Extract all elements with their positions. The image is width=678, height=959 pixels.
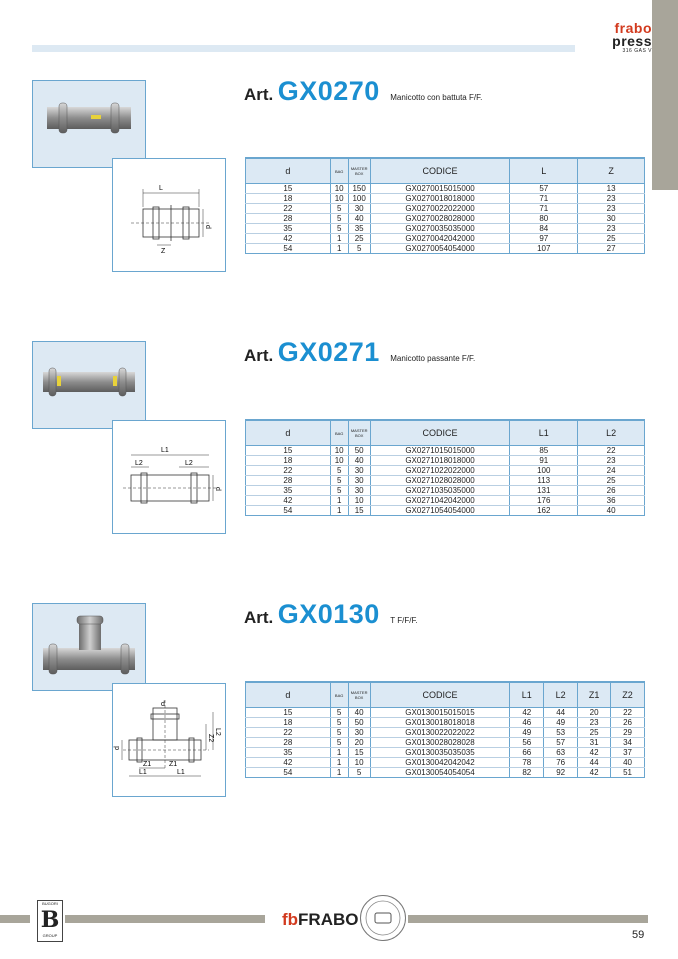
coupling-photo-icon — [33, 81, 145, 167]
article-title-gx0130 — [244, 599, 418, 630]
table-cell: GX0271042042000 — [370, 496, 510, 506]
table-cell: GX0271054054000 — [370, 506, 510, 516]
article-title-gx0270 — [244, 76, 482, 107]
table-cell: 28 — [246, 476, 331, 486]
table-cell: 28 — [246, 214, 331, 224]
table-cell: 18 — [246, 456, 331, 466]
table-cell: 1 — [330, 506, 348, 516]
table-cell: 63 — [544, 748, 578, 758]
table-cell: 35 — [246, 224, 331, 234]
table-row — [246, 194, 645, 204]
table-cell: GX0270022022000 — [370, 204, 510, 214]
table-cell: 71 — [510, 194, 578, 204]
table-header-row — [246, 682, 645, 708]
table-cell: 66 — [510, 748, 544, 758]
table-cell: 20 — [578, 708, 611, 718]
table-cell: GX0270054054000 — [370, 244, 510, 254]
table-cell: 78 — [510, 758, 544, 768]
table-cell: 54 — [246, 244, 331, 254]
article-code: GX0130 — [277, 599, 380, 629]
coupling-drawing-icon — [113, 159, 225, 271]
table-cell: 5 — [330, 214, 348, 224]
column-header: d — [246, 420, 331, 446]
table-cell: 22 — [578, 446, 645, 456]
column-header: L — [510, 158, 578, 184]
table-row — [246, 748, 645, 758]
article-description: Manicotto con battuta F/F. — [390, 93, 483, 102]
dim-label-l2: L2 — [214, 728, 221, 736]
dim-label-z: Z — [161, 248, 166, 255]
table-cell: 25 — [578, 234, 645, 244]
table-cell: 56 — [510, 738, 544, 748]
spec-table-gx0271 — [245, 419, 645, 516]
table-cell: 49 — [544, 718, 578, 728]
dim-label-l1-right: L1 — [177, 769, 185, 776]
table-row — [246, 718, 645, 728]
article-prefix: Art. — [244, 346, 274, 365]
table-cell: 13 — [578, 184, 645, 194]
table-cell: 80 — [510, 214, 578, 224]
table-cell: 25 — [348, 234, 370, 244]
table-cell: 54 — [246, 506, 331, 516]
table-cell: 5 — [330, 718, 348, 728]
table-cell: 92 — [544, 768, 578, 778]
table-cell: 5 — [330, 224, 348, 234]
article-code: GX0271 — [277, 337, 380, 367]
technical-drawing-gx0270 — [112, 158, 226, 272]
table-cell: 22 — [611, 708, 645, 718]
table-cell: 22 — [246, 728, 331, 738]
side-tab — [652, 0, 678, 190]
table-cell: 42 — [510, 708, 544, 718]
table-cell: GX0271018018000 — [370, 456, 510, 466]
column-header: L2 — [544, 682, 578, 708]
product-photo-gx0130 — [32, 603, 146, 691]
dim-label-d-top: d — [161, 701, 165, 708]
table-cell: 1 — [330, 234, 348, 244]
table-cell: 42 — [578, 768, 611, 778]
column-header: MASTER BOX — [348, 420, 370, 446]
table-cell: 10 — [330, 194, 348, 204]
column-header: L1 — [510, 420, 578, 446]
table-cell: 5 — [330, 708, 348, 718]
table-cell: 113 — [510, 476, 578, 486]
table-row — [246, 728, 645, 738]
table-cell: 42 — [246, 758, 331, 768]
table-cell: 10 — [330, 456, 348, 466]
technical-drawing-gx0130 — [112, 683, 226, 797]
table-cell: 57 — [510, 184, 578, 194]
table-row — [246, 244, 645, 254]
table-cell: GX0270018018000 — [370, 194, 510, 204]
sleeve-drawing-icon — [113, 421, 225, 533]
table-cell: 44 — [544, 708, 578, 718]
technical-drawing-gx0271 — [112, 420, 226, 534]
table-row — [246, 184, 645, 194]
table-cell: 31 — [578, 738, 611, 748]
table-row — [246, 506, 645, 516]
brand-line-3: 316 GAS V — [622, 48, 652, 54]
table-row — [246, 214, 645, 224]
certification-seal-icon — [360, 895, 406, 941]
table-cell: 42 — [578, 748, 611, 758]
dim-label-l2-left: L2 — [135, 460, 143, 467]
table-cell: GX0271028028000 — [370, 476, 510, 486]
table-body — [246, 446, 645, 516]
table-cell: 91 — [510, 456, 578, 466]
table-cell: GX0130015015015 — [370, 708, 510, 718]
bgroup-letter: B — [40, 907, 60, 933]
article-code: GX0270 — [277, 76, 380, 106]
table-cell: 100 — [510, 466, 578, 476]
table-cell: 23 — [578, 194, 645, 204]
header-bar — [32, 45, 575, 52]
brand-line-2: press — [612, 33, 652, 49]
table-cell: 53 — [544, 728, 578, 738]
table-cell: 40 — [348, 708, 370, 718]
brand-line-1: frabo — [614, 20, 652, 36]
table-cell: GX0271022022000 — [370, 466, 510, 476]
table-row — [246, 738, 645, 748]
table-cell: 10 — [330, 446, 348, 456]
table-cell: 15 — [246, 708, 331, 718]
table-cell: 162 — [510, 506, 578, 516]
table-cell: 1 — [330, 244, 348, 254]
table-cell: 30 — [578, 214, 645, 224]
column-header: Z — [578, 158, 645, 184]
table-cell: 23 — [578, 456, 645, 466]
table-cell: 1 — [330, 758, 348, 768]
spec-table-gx0270 — [245, 157, 645, 254]
dim-label-d: d — [214, 487, 221, 491]
dim-label-z1-right: Z1 — [169, 761, 178, 768]
table-cell: GX0130042042042 — [370, 758, 510, 768]
table-cell: 51 — [611, 768, 645, 778]
article-title-gx0271 — [244, 337, 475, 368]
table-body — [246, 184, 645, 254]
product-photo-gx0271 — [32, 341, 146, 429]
table-cell: GX0130022022022 — [370, 728, 510, 738]
dim-label-z2: Z2 — [207, 734, 214, 743]
table-cell: GX0130054054054 — [370, 768, 510, 778]
table-cell: 50 — [348, 718, 370, 728]
table-cell: GX0130035035035 — [370, 748, 510, 758]
table-cell: 28 — [246, 738, 331, 748]
table-cell: 84 — [510, 224, 578, 234]
table-cell: 24 — [578, 466, 645, 476]
table-cell: GX0270035035000 — [370, 224, 510, 234]
dim-label-l2-right: L2 — [185, 460, 193, 467]
table-cell: 40 — [611, 758, 645, 768]
frabo-text: FRABO — [298, 910, 359, 929]
table-cell: 1 — [330, 748, 348, 758]
table-cell: 176 — [510, 496, 578, 506]
table-cell: 35 — [348, 224, 370, 234]
table-cell: GX0271035035000 — [370, 486, 510, 496]
table-header-row — [246, 158, 645, 184]
column-header: Z1 — [578, 682, 611, 708]
column-header: L1 — [510, 682, 544, 708]
table-cell: 76 — [544, 758, 578, 768]
table-cell: 40 — [348, 214, 370, 224]
table-row — [246, 708, 645, 718]
table-row — [246, 768, 645, 778]
dim-label-l1: L1 — [161, 447, 169, 454]
table-cell: 27 — [578, 244, 645, 254]
table-cell: 5 — [348, 244, 370, 254]
table-cell: GX0271015015000 — [370, 446, 510, 456]
table-cell: 57 — [544, 738, 578, 748]
table-cell: GX0270028028000 — [370, 214, 510, 224]
table-cell: 44 — [578, 758, 611, 768]
article-prefix: Art. — [244, 85, 274, 104]
table-cell: 5 — [348, 768, 370, 778]
table-cell: 34 — [611, 738, 645, 748]
bugori-group-logo — [37, 900, 63, 942]
table-cell: 26 — [611, 718, 645, 728]
table-cell: 5 — [330, 728, 348, 738]
column-header: CODICE — [370, 158, 510, 184]
table-cell: 15 — [348, 506, 370, 516]
table-cell: 25 — [578, 728, 611, 738]
table-cell: 5 — [330, 204, 348, 214]
table-row — [246, 446, 645, 456]
table-cell: GX0270015015000 — [370, 184, 510, 194]
table-cell: 23 — [578, 224, 645, 234]
table-cell: 50 — [348, 446, 370, 456]
table-cell: 35 — [246, 748, 331, 758]
table-cell: 30 — [348, 486, 370, 496]
table-cell: 18 — [246, 194, 331, 204]
table-cell: 23 — [578, 718, 611, 728]
table-cell: 82 — [510, 768, 544, 778]
article-prefix: Art. — [244, 608, 274, 627]
bgroup-bottom-text: GROUP — [42, 933, 58, 938]
table-cell: 18 — [246, 718, 331, 728]
table-row — [246, 758, 645, 768]
table-cell: 30 — [348, 728, 370, 738]
table-cell: 35 — [246, 486, 331, 496]
table-cell: 37 — [611, 748, 645, 758]
table-cell: 131 — [510, 486, 578, 496]
table-cell: 10 — [348, 496, 370, 506]
table-cell: 15 — [246, 184, 331, 194]
table-cell: 29 — [611, 728, 645, 738]
table-row — [246, 204, 645, 214]
table-body — [246, 708, 645, 778]
brand-logo — [586, 22, 652, 55]
table-cell: 25 — [578, 476, 645, 486]
page-number: 59 — [632, 929, 645, 941]
column-header: MASTER BOX — [348, 682, 370, 708]
dim-label-z1-left: Z1 — [143, 761, 152, 768]
spec-table-gx0130 — [245, 681, 645, 778]
table-cell: GX0270042042000 — [370, 234, 510, 244]
table-cell: 54 — [246, 768, 331, 778]
table-cell: 1 — [330, 496, 348, 506]
column-header: BAG — [330, 682, 348, 708]
table-cell: 100 — [348, 194, 370, 204]
table-cell: 22 — [246, 466, 331, 476]
table-cell: 10 — [348, 758, 370, 768]
table-cell: 10 — [330, 184, 348, 194]
table-row — [246, 234, 645, 244]
table-cell: 5 — [330, 476, 348, 486]
dim-label-d-left: d — [114, 746, 121, 750]
bgroup-top-text: BUGORI — [42, 901, 58, 906]
table-cell: 1 — [330, 768, 348, 778]
table-cell: 36 — [578, 496, 645, 506]
table-cell: 42 — [246, 234, 331, 244]
table-cell: 49 — [510, 728, 544, 738]
tee-photo-icon — [33, 604, 145, 690]
column-header: L2 — [578, 420, 645, 446]
table-row — [246, 456, 645, 466]
dim-label-l: L — [159, 185, 163, 192]
product-photo-gx0270 — [32, 80, 146, 168]
table-cell: 30 — [348, 476, 370, 486]
column-header: MASTER BOX — [348, 158, 370, 184]
dim-label-l1-left: L1 — [139, 769, 147, 776]
table-cell: 30 — [348, 204, 370, 214]
table-cell: 5 — [330, 486, 348, 496]
table-cell: 5 — [330, 466, 348, 476]
column-header: BAG — [330, 158, 348, 184]
table-cell: 46 — [510, 718, 544, 728]
table-cell: 5 — [330, 738, 348, 748]
table-header-row — [246, 420, 645, 446]
tee-drawing-icon — [113, 684, 225, 796]
column-header: BAG — [330, 420, 348, 446]
table-cell: 85 — [510, 446, 578, 456]
frabo-mark: fb — [282, 910, 299, 929]
table-row — [246, 476, 645, 486]
table-cell: 107 — [510, 244, 578, 254]
table-cell: 26 — [578, 486, 645, 496]
frabo-logo — [282, 910, 359, 930]
column-header: d — [246, 682, 331, 708]
table-cell: 71 — [510, 204, 578, 214]
table-cell: 40 — [348, 456, 370, 466]
table-cell: 40 — [578, 506, 645, 516]
table-cell: 30 — [348, 466, 370, 476]
column-header: CODICE — [370, 420, 510, 446]
table-row — [246, 496, 645, 506]
column-header: d — [246, 158, 331, 184]
table-cell: 42 — [246, 496, 331, 506]
table-row — [246, 466, 645, 476]
table-cell: GX0130028028028 — [370, 738, 510, 748]
table-cell: 15 — [348, 748, 370, 758]
table-cell: 20 — [348, 738, 370, 748]
table-cell: 23 — [578, 204, 645, 214]
article-description: Manicotto passante F/F. — [390, 354, 476, 363]
table-cell: GX0130018018018 — [370, 718, 510, 728]
table-row — [246, 486, 645, 496]
table-row — [246, 224, 645, 234]
sleeve-photo-icon — [33, 342, 145, 428]
dim-label-d: d — [204, 225, 211, 229]
table-cell: 22 — [246, 204, 331, 214]
column-header: CODICE — [370, 682, 510, 708]
article-description: T F/F/F. — [390, 616, 418, 625]
table-cell: 15 — [246, 446, 331, 456]
table-cell: 150 — [348, 184, 370, 194]
table-cell: 97 — [510, 234, 578, 244]
column-header: Z2 — [611, 682, 645, 708]
